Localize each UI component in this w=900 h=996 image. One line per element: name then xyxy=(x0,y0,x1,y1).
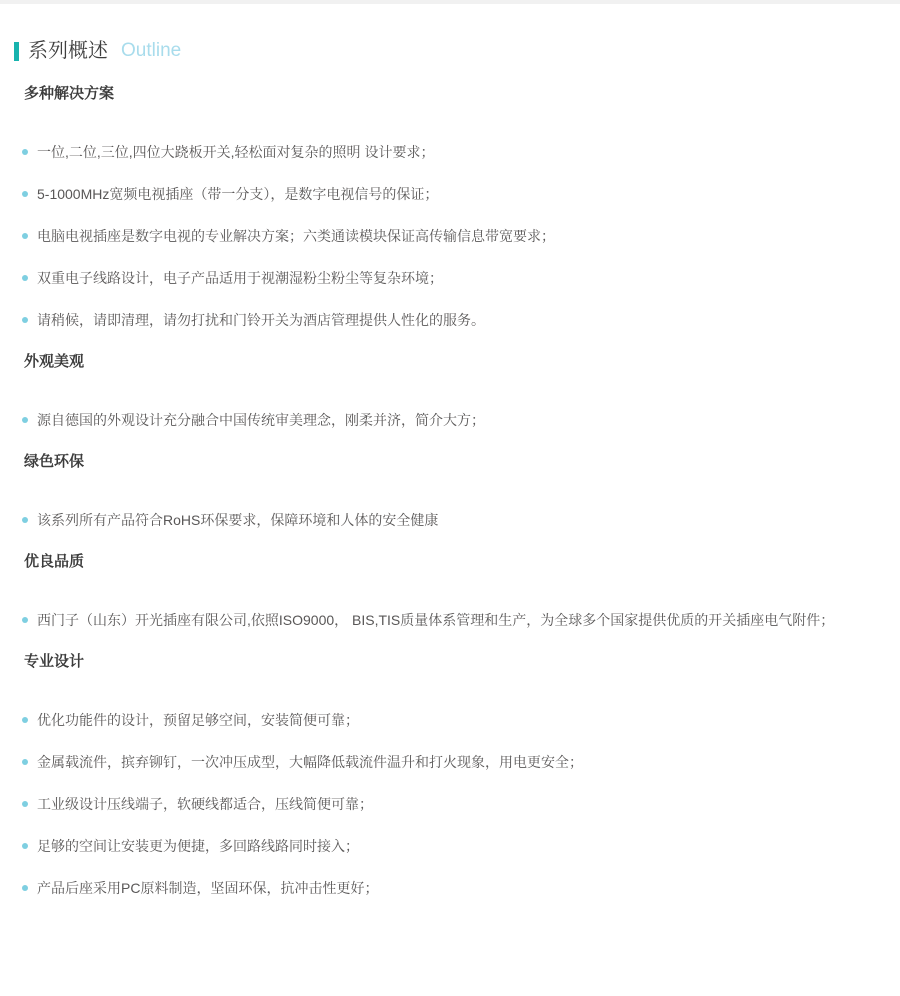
content-section xyxy=(0,652,900,898)
list-item xyxy=(22,836,900,856)
bullet-text: 电脑电视插座是数字电视的专业解决方案；六类通读模块保证高传输信息带宽要求； xyxy=(37,228,555,244)
bullet-text: 金属载流件，摈弃铆钉，一次冲压成型，大幅降低载流件温升和打火现象，用电更安全； xyxy=(37,754,583,770)
bullet-text: 5-1000MHz宽频电视插座（带一分支），是数字电视信号的保证； xyxy=(37,186,439,202)
bullet-dot-icon xyxy=(22,759,28,765)
bullet-dot-icon xyxy=(22,717,28,723)
section-heading: 绿色环保 xyxy=(24,453,85,470)
accent-bar-icon xyxy=(14,42,19,61)
list-item xyxy=(22,510,900,530)
bullet-list xyxy=(0,510,900,530)
bullet-text: 请稍候，请即清理，请勿打扰和门铃开关为酒店管理提供人性化的服务。 xyxy=(37,312,485,328)
bullet-dot-icon xyxy=(22,617,28,623)
list-item xyxy=(22,794,900,814)
section-heading: 优良品质 xyxy=(24,553,85,570)
bullet-text: 该系列所有产品符合RoHS环保要求，保障环境和人体的安全健康 xyxy=(37,512,439,528)
outline-page xyxy=(0,40,900,898)
list-item xyxy=(22,610,900,630)
content-section xyxy=(0,84,900,330)
list-item xyxy=(22,752,900,772)
bullet-text: 一位,二位,三位,四位大跷板开关,轻松面对复杂的照明 设计要求； xyxy=(37,144,435,160)
bullet-dot-icon xyxy=(22,191,28,197)
bullet-dot-icon xyxy=(22,317,28,323)
bullet-list xyxy=(0,410,900,430)
bullet-list xyxy=(0,610,900,630)
section-heading: 专业设计 xyxy=(24,653,85,670)
list-item xyxy=(22,410,900,430)
bullet-dot-icon xyxy=(22,517,28,523)
content-section xyxy=(0,552,900,630)
bullet-list xyxy=(0,142,900,330)
list-item xyxy=(22,268,900,288)
content-section xyxy=(0,352,900,430)
content-section xyxy=(0,452,900,530)
list-item xyxy=(22,184,900,204)
section-heading: 外观美观 xyxy=(24,353,85,370)
bullet-list xyxy=(0,710,900,898)
page-title: 系列概述 xyxy=(28,40,108,62)
bullet-dot-icon xyxy=(22,843,28,849)
section-heading: 多种解决方案 xyxy=(24,85,115,102)
bullet-text: 双重电子线路设计，电子产品适用于视潮湿粉尘粉尘等复杂环境； xyxy=(37,270,443,286)
list-item xyxy=(22,878,900,898)
sections-container xyxy=(0,84,900,898)
bullet-text: 西门子（山东）开光插座有限公司,依照ISO9000， BIS,TIS质量体系管理和生产，为全球多个国家提供优质的开关插座电气附件； xyxy=(37,612,835,628)
bullet-dot-icon xyxy=(22,885,28,891)
list-item xyxy=(22,226,900,246)
bullet-text: 产品后座采用PC原料制造，坚固环保，抗冲击性更好； xyxy=(37,880,379,896)
bullet-dot-icon xyxy=(22,233,28,239)
page-header xyxy=(14,40,900,62)
list-item xyxy=(22,310,900,330)
bullet-dot-icon xyxy=(22,417,28,423)
list-item xyxy=(22,142,900,162)
page-subtitle: Outline xyxy=(121,40,182,61)
bullet-text: 优化功能件的设计，预留足够空间，安装简便可靠； xyxy=(37,712,359,728)
list-item xyxy=(22,710,900,730)
bullet-text: 工业级设计压线端子，软硬线都适合，压线简便可靠； xyxy=(37,796,373,812)
bullet-dot-icon xyxy=(22,275,28,281)
bullet-text: 源自德国的外观设计充分融合中国传统审美理念，刚柔并济，简介大方； xyxy=(37,412,485,428)
top-divider xyxy=(0,0,900,4)
bullet-dot-icon xyxy=(22,801,28,807)
bullet-dot-icon xyxy=(22,149,28,155)
bullet-text: 足够的空间让安装更为便捷，多回路线路同时接入； xyxy=(37,838,359,854)
